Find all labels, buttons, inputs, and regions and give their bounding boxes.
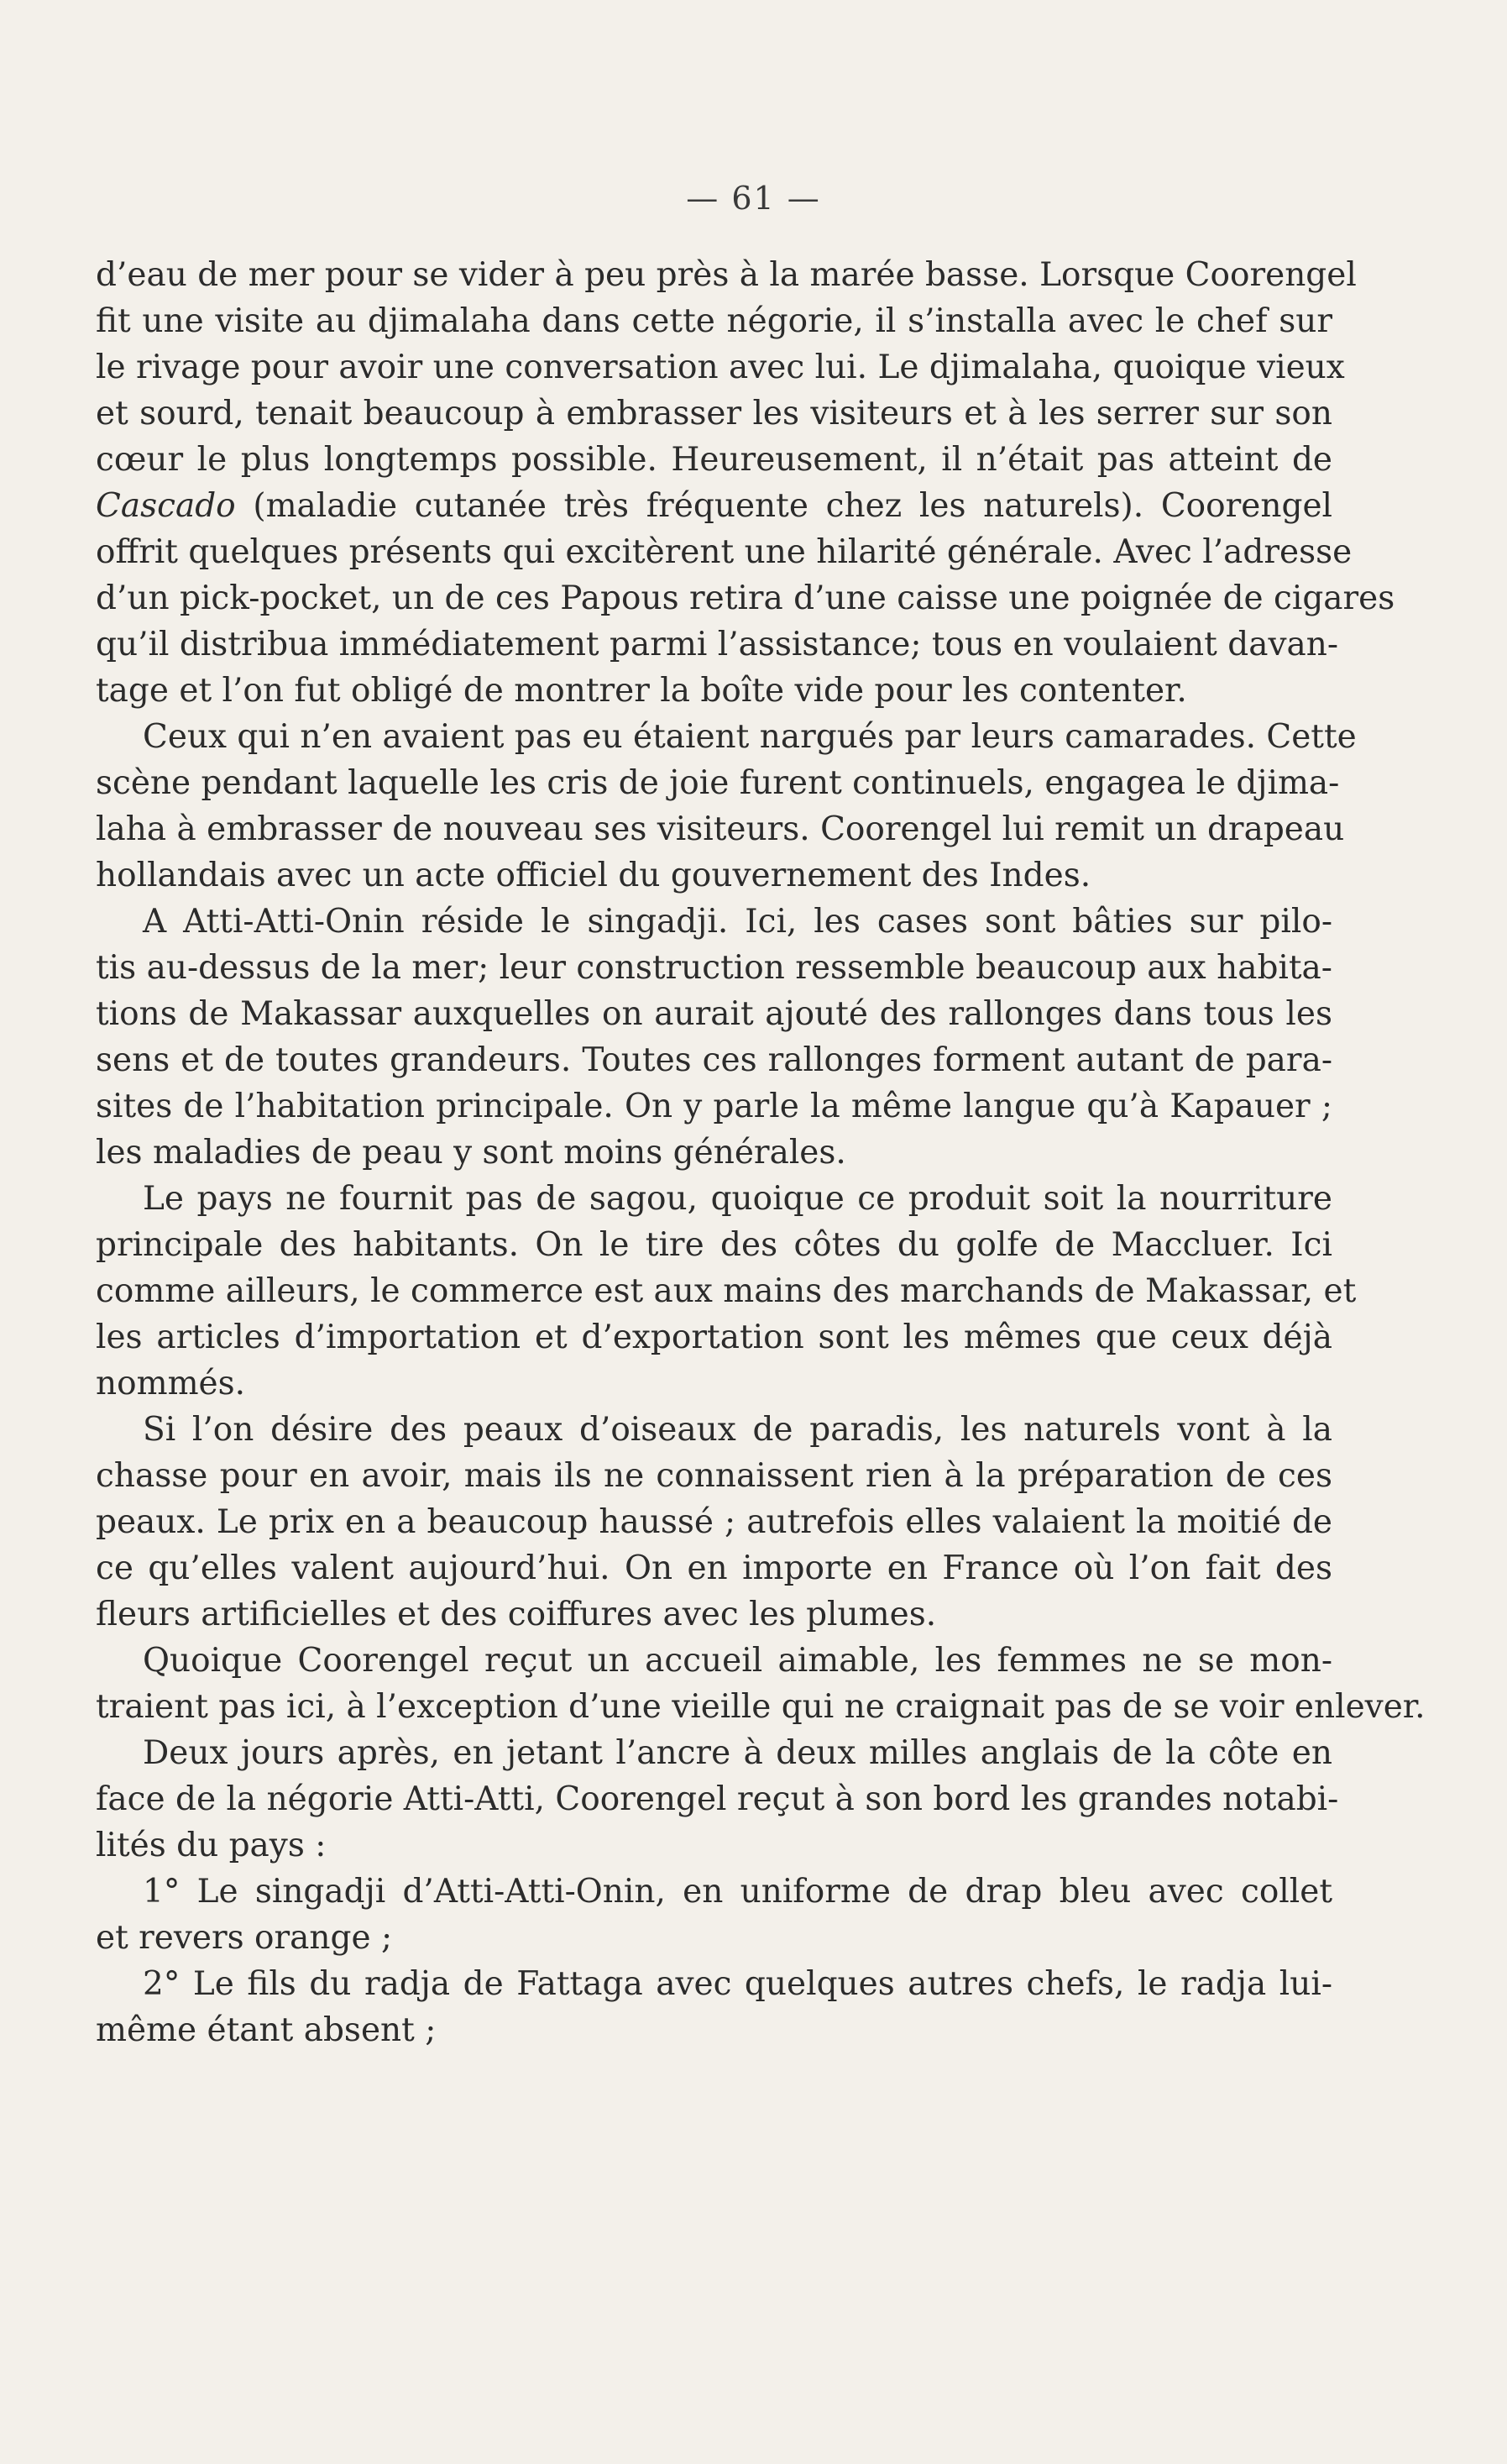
text-line: lités du pays :: [96, 1827, 327, 1864]
text-line-rest: (maladie cutanée très fréquente chez les naturels). Coorengel: [253, 487, 1332, 525]
text-line: sens et de toutes grandeurs. Toutes ces rallonges forment autant de para-: [96, 1041, 1332, 1079]
text-line: traient pas ici, à l’exception d’une vieille qui ne craignait pas de se voir enlever.: [96, 1688, 1426, 1726]
text-line: les articles d’importation et d’exportation sont les mêmes que ceux déjà: [96, 1319, 1332, 1356]
text-line-with-italic: [96, 485, 1332, 528]
text-line: hollandais avec un acte officiel du gouvernement des Indes.: [96, 857, 1091, 894]
text-line: et sourd, tenait beaucoup à embrasser les visiteurs et à les serrer sur son: [96, 395, 1332, 433]
text-line: le rivage pour avoir une conversation avec lui. Le djimalaha, quoique vieux: [96, 349, 1345, 386]
text-line: offrit quelques présents qui excitèrent une hilarité générale. Avec l’adresse: [96, 533, 1353, 571]
page-number: — 61 —: [686, 180, 821, 217]
text-line: tage et l’on fut obligé de montrer la boîte vide pour les contenter.: [96, 672, 1187, 710]
text-line: comme ailleurs, le commerce est aux mains des marchands de Makassar, et: [96, 1272, 1357, 1310]
text-line: A Atti-Atti-Onin réside le singadji. Ici, les cases sont bâties sur pilo-: [143, 903, 1332, 941]
text-line: fit une visite au djimalaha dans cette négorie, il s’installa avec le chef sur: [96, 302, 1332, 340]
text-line: 1° Le singadji d’Atti-Atti-Onin, en uniforme de drap bleu avec collet: [143, 1873, 1332, 1911]
text-line: scène pendant laquelle les cris de joie furent continuels, engagea le djima-: [96, 764, 1340, 802]
text-line: face de la négorie Atti-Atti, Coorengel reçut à son bord les grandes notabi-: [96, 1780, 1339, 1818]
text-line: sites de l’habitation principale. On y parle la même langue qu’à Kapauer ;: [96, 1088, 1332, 1125]
text-line: Le pays ne fournit pas de sagou, quoique ce produit soit la nourriture: [143, 1180, 1332, 1218]
text-line: Si l’on désire des peaux d’oiseaux de paradis, les naturels vont à la: [143, 1411, 1332, 1449]
text-line: et revers orange ;: [96, 1919, 393, 1957]
text-line: qu’il distribua immédiatement parmi l’assistance; tous en voulaient davan-: [96, 626, 1339, 663]
text-line: Deux jours après, en jetant l’ancre à deux milles anglais de la côte en: [143, 1734, 1332, 1772]
text-line: peaux. Le prix en a beaucoup haussé ; autrefois elles valaient la moitié de: [96, 1503, 1332, 1541]
italic-term: Cascado: [96, 487, 236, 525]
text-line: principale des habitants. On le tire des côtes du golfe de Maccluer. Ici: [96, 1226, 1332, 1264]
text-line: ce qu’elles valent aujourd’hui. On en importe en France où l’on fait des: [96, 1549, 1332, 1587]
text-line: chasse pour en avoir, mais ils ne connaissent rien à la préparation de ces: [96, 1457, 1332, 1495]
text-line: Quoique Coorengel reçut un accueil aimable, les femmes ne se mon-: [143, 1642, 1332, 1680]
text-line: d’un pick-pocket, un de ces Papous retira d’une caisse une poignée de cigares: [96, 579, 1395, 617]
text-line: Ceux qui n’en avaient pas eu étaient nargués par leurs camarades. Cette: [143, 718, 1357, 756]
text-line: même étant absent ;: [96, 2011, 437, 2049]
text-line: tions de Makassar auxquelles on aurait ajouté des rallonges dans tous les: [96, 995, 1332, 1033]
text-line: cœur le plus longtemps possible. Heureusement, il n’était pas atteint de: [96, 441, 1332, 479]
text-line: laha à embrasser de nouveau ses visiteurs. Coorengel lui remit un drapeau: [96, 810, 1345, 848]
text-line: 2° Le fils du radja de Fattaga avec quelques autres chefs, le radja lui-: [143, 1965, 1332, 2003]
text-line: tis au-dessus de la mer; leur construction ressemble beaucoup aux habita-: [96, 949, 1332, 987]
text-line: d’eau de mer pour se vider à peu près à la marée basse. Lorsque Coorengel: [96, 256, 1357, 294]
text-line: les maladies de peau y sont moins générales.: [96, 1134, 846, 1172]
text-line: nommés.: [96, 1365, 246, 1402]
text-line: fleurs artificielles et des coiffures avec les plumes.: [96, 1596, 937, 1633]
